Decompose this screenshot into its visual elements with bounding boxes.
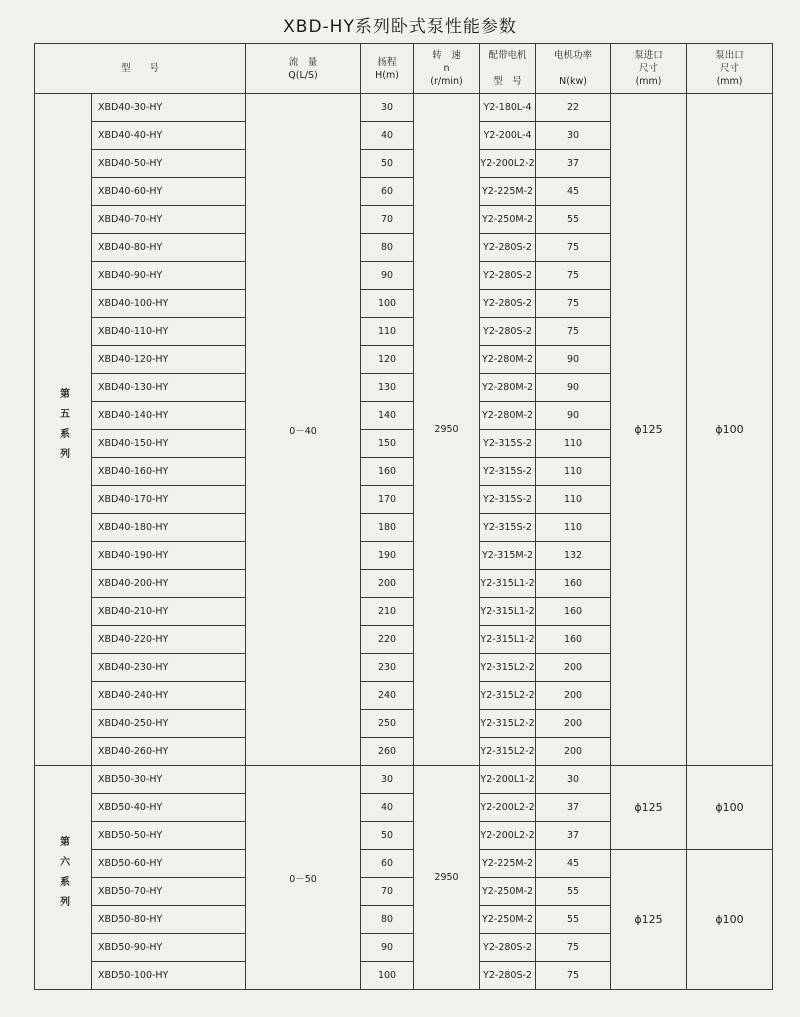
model-cell: XBD40-160-HY: [92, 458, 246, 486]
model-cell: XBD50-30-HY: [92, 766, 246, 794]
motor-cell: Y2-200L2-2: [480, 150, 536, 178]
inlet-size-cell: ϕ125: [611, 850, 687, 990]
model-cell: XBD40-90-HY: [92, 262, 246, 290]
head-cell: 260: [361, 738, 414, 766]
header-speed: 转 速 n (r/min): [414, 44, 480, 94]
head-cell: 230: [361, 654, 414, 682]
head-cell: 250: [361, 710, 414, 738]
speed-cell: 2950: [414, 766, 480, 990]
power-cell: 75: [536, 934, 611, 962]
motor-cell: Y2-315S-2: [480, 430, 536, 458]
power-cell: 160: [536, 570, 611, 598]
power-cell: 200: [536, 682, 611, 710]
head-cell: 180: [361, 514, 414, 542]
motor-cell: Y2-315M-2: [480, 542, 536, 570]
head-cell: 90: [361, 934, 414, 962]
power-cell: 22: [536, 94, 611, 122]
series-5-cell: [35, 94, 92, 766]
power-cell: 110: [536, 486, 611, 514]
model-cell: XBD40-150-HY: [92, 430, 246, 458]
series-label: 第五系列: [57, 388, 69, 468]
model-cell: XBD40-130-HY: [92, 374, 246, 402]
model-cell: XBD40-40-HY: [92, 122, 246, 150]
motor-cell: Y2-315L2-2: [480, 682, 536, 710]
power-cell: 30: [536, 766, 611, 794]
model-cell: XBD40-50-HY: [92, 150, 246, 178]
model-cell: XBD40-170-HY: [92, 486, 246, 514]
model-cell: XBD40-190-HY: [92, 542, 246, 570]
power-cell: 45: [536, 178, 611, 206]
head-cell: 40: [361, 794, 414, 822]
model-cell: XBD40-60-HY: [92, 178, 246, 206]
power-cell: 75: [536, 962, 611, 990]
power-cell: 200: [536, 738, 611, 766]
model-cell: XBD40-260-HY: [92, 738, 246, 766]
model-cell: XBD40-120-HY: [92, 346, 246, 374]
power-cell: 37: [536, 822, 611, 850]
motor-cell: Y2-280S-2: [480, 290, 536, 318]
header-flow: 流 量 Q(L/S): [246, 44, 361, 94]
flow-cell: 0－50: [246, 766, 361, 990]
motor-cell: Y2-200L2-2: [480, 794, 536, 822]
model-cell: XBD50-100-HY: [92, 962, 246, 990]
head-cell: 210: [361, 598, 414, 626]
head-cell: 60: [361, 178, 414, 206]
motor-cell: Y2-315L1-2: [480, 570, 536, 598]
power-cell: 55: [536, 878, 611, 906]
outlet-size-cell: ϕ100: [687, 94, 773, 766]
power-cell: 90: [536, 402, 611, 430]
head-cell: 150: [361, 430, 414, 458]
header-inlet: 泵进口 尺寸 (mm): [611, 44, 687, 94]
motor-cell: Y2-280M-2: [480, 374, 536, 402]
motor-cell: Y2-200L1-2: [480, 766, 536, 794]
power-cell: 90: [536, 346, 611, 374]
motor-cell: Y2-280M-2: [480, 346, 536, 374]
head-cell: 30: [361, 94, 414, 122]
motor-cell: Y2-280S-2: [480, 234, 536, 262]
model-cell: XBD40-240-HY: [92, 682, 246, 710]
model-cell: XBD50-40-HY: [92, 794, 246, 822]
flow-cell: 0－40: [246, 94, 361, 766]
model-cell: XBD50-70-HY: [92, 878, 246, 906]
head-cell: 80: [361, 234, 414, 262]
motor-cell: Y2-225M-2: [480, 850, 536, 878]
outlet-size-cell: ϕ100: [687, 766, 773, 850]
power-cell: 200: [536, 710, 611, 738]
head-cell: 30: [361, 766, 414, 794]
table-row: [35, 850, 773, 878]
power-cell: 75: [536, 262, 611, 290]
table-row: [35, 766, 773, 794]
head-cell: 40: [361, 122, 414, 150]
header-model: 型 号: [35, 44, 246, 94]
head-cell: 110: [361, 318, 414, 346]
head-cell: 170: [361, 486, 414, 514]
power-cell: 45: [536, 850, 611, 878]
power-cell: 30: [536, 122, 611, 150]
head-cell: 240: [361, 682, 414, 710]
power-cell: 110: [536, 458, 611, 486]
head-cell: 220: [361, 626, 414, 654]
header-power: 电机功率 N(kw): [536, 44, 611, 94]
head-cell: 120: [361, 346, 414, 374]
inlet-size-cell: ϕ125: [611, 94, 687, 766]
power-cell: 55: [536, 906, 611, 934]
motor-cell: Y2-315L1-2: [480, 598, 536, 626]
series-label: 第六系列: [57, 836, 69, 916]
power-cell: 55: [536, 206, 611, 234]
motor-cell: Y2-280M-2: [480, 402, 536, 430]
motor-cell: Y2-315L2-2: [480, 710, 536, 738]
power-cell: 160: [536, 626, 611, 654]
page-title: XBD-HY系列卧式泵性能参数: [283, 17, 517, 37]
model-cell: XBD50-50-HY: [92, 822, 246, 850]
power-cell: 132: [536, 542, 611, 570]
header-outlet: 泵出口 尺寸 (mm): [687, 44, 773, 94]
motor-cell: Y2-280S-2: [480, 934, 536, 962]
motor-cell: Y2-280S-2: [480, 318, 536, 346]
table-row: [35, 94, 773, 122]
outlet-size-cell: ϕ100: [687, 850, 773, 990]
head-cell: 50: [361, 822, 414, 850]
power-cell: 160: [536, 598, 611, 626]
motor-cell: Y2-250M-2: [480, 906, 536, 934]
motor-cell: Y2-200L2-2: [480, 822, 536, 850]
power-cell: 110: [536, 514, 611, 542]
motor-cell: Y2-315L2-2: [480, 654, 536, 682]
model-cell: XBD40-70-HY: [92, 206, 246, 234]
model-cell: XBD50-60-HY: [92, 850, 246, 878]
head-cell: 70: [361, 878, 414, 906]
head-cell: 60: [361, 850, 414, 878]
motor-cell: Y2-315S-2: [480, 486, 536, 514]
inlet-size-cell: ϕ125: [611, 766, 687, 850]
motor-cell: Y2-180L-4: [480, 94, 536, 122]
model-cell: XBD40-30-HY: [92, 94, 246, 122]
head-cell: 70: [361, 206, 414, 234]
header-motor: 配带电机 型 号: [480, 44, 536, 94]
head-cell: 100: [361, 962, 414, 990]
model-cell: XBD40-230-HY: [92, 654, 246, 682]
motor-cell: Y2-315S-2: [480, 514, 536, 542]
power-cell: 37: [536, 150, 611, 178]
motor-cell: Y2-250M-2: [480, 878, 536, 906]
model-cell: XBD40-250-HY: [92, 710, 246, 738]
head-cell: 140: [361, 402, 414, 430]
header-head: 扬程 H(m): [361, 44, 414, 94]
model-cell: XBD50-90-HY: [92, 934, 246, 962]
head-cell: 100: [361, 290, 414, 318]
head-cell: 80: [361, 906, 414, 934]
motor-cell: Y2-280S-2: [480, 262, 536, 290]
head-cell: 160: [361, 458, 414, 486]
series-6-cell: [35, 766, 92, 990]
power-cell: 75: [536, 234, 611, 262]
model-cell: XBD50-80-HY: [92, 906, 246, 934]
power-cell: 200: [536, 654, 611, 682]
head-cell: 50: [361, 150, 414, 178]
motor-cell: Y2-200L-4: [480, 122, 536, 150]
motor-cell: Y2-250M-2: [480, 206, 536, 234]
motor-cell: Y2-280S-2: [480, 962, 536, 990]
model-cell: XBD40-110-HY: [92, 318, 246, 346]
model-cell: XBD40-220-HY: [92, 626, 246, 654]
model-cell: XBD40-210-HY: [92, 598, 246, 626]
model-cell: XBD40-80-HY: [92, 234, 246, 262]
power-cell: 75: [536, 290, 611, 318]
motor-cell: Y2-315L1-2: [480, 626, 536, 654]
head-cell: 130: [361, 374, 414, 402]
model-cell: XBD40-100-HY: [92, 290, 246, 318]
header-row: [35, 44, 773, 94]
power-cell: 37: [536, 794, 611, 822]
motor-cell: Y2-315S-2: [480, 458, 536, 486]
power-cell: 75: [536, 318, 611, 346]
power-cell: 110: [536, 430, 611, 458]
model-cell: XBD40-200-HY: [92, 570, 246, 598]
power-cell: 90: [536, 374, 611, 402]
head-cell: 190: [361, 542, 414, 570]
head-cell: 200: [361, 570, 414, 598]
model-cell: XBD40-140-HY: [92, 402, 246, 430]
pump-spec-table: [34, 43, 773, 990]
head-cell: 90: [361, 262, 414, 290]
model-cell: XBD40-180-HY: [92, 514, 246, 542]
speed-cell: 2950: [414, 94, 480, 766]
motor-cell: Y2-225M-2: [480, 178, 536, 206]
motor-cell: Y2-315L2-2: [480, 738, 536, 766]
